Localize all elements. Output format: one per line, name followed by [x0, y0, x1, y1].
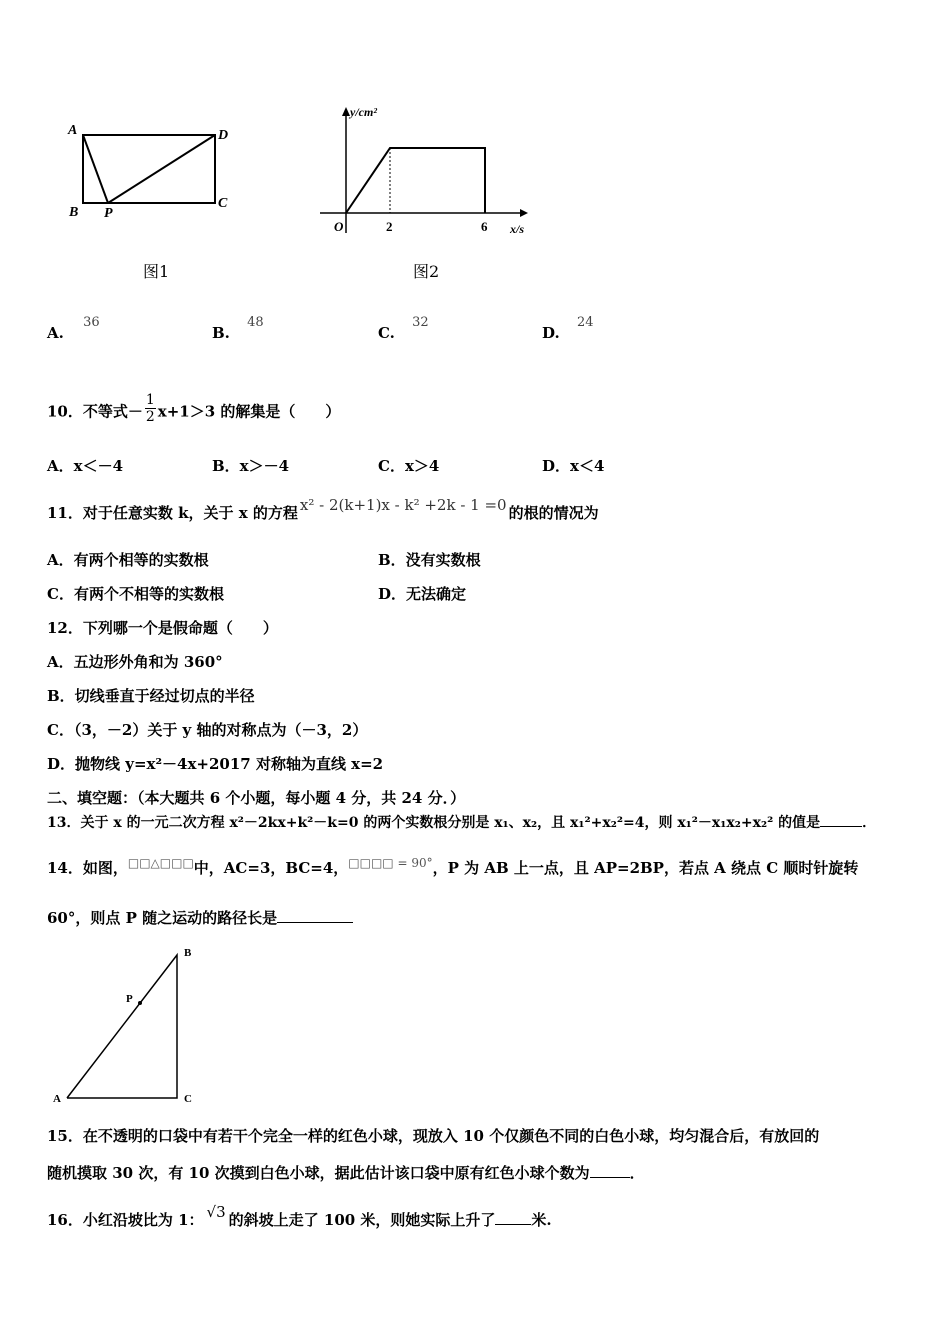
- q16-stem: [47, 1203, 552, 1230]
- q9-option-d-value: 24: [576, 315, 594, 330]
- tick-label-6: 6: [481, 219, 488, 234]
- q13-stem: 13．关于 x 的一元二次方程 x²－2kx+k²－k=0 的两个实数根分别是 x₁、x₂，且 x₁²+x₂²=4，则 x₁²－x₁x₂+x₂² 的值是 ．: [47, 815, 877, 831]
- label-b: B: [184, 947, 192, 959]
- y-axis-arrow: [342, 107, 350, 116]
- q9-option-b-letter: B.: [212, 324, 230, 342]
- q13-text: 13．关于 x 的一元二次方程 x²－2kx+k²－k=0 的两个实数根分别是 x₁、x₂，且 x₁²+x₂²=4，则 x₁²－x₁x₂+x₂² 的值是: [47, 815, 821, 831]
- segment-ap: [83, 135, 108, 203]
- q14-line2: 60°，则点 P 随之运动的路径长是: [47, 909, 278, 927]
- triangle-abc: [67, 955, 177, 1098]
- q10-option-d: D．x＜4: [542, 457, 605, 475]
- label-p: P: [126, 993, 133, 1005]
- q12-option-c: C．（3，－2）关于 y 轴的对称点为（－3，2）: [47, 721, 368, 739]
- section-2-heading: 二、填空题：（本大题共 6 个小题，每小题 4 分，共 24 分．）: [47, 789, 466, 807]
- q13-answer-blank[interactable]: [820, 826, 862, 827]
- tick-label-2: 2: [386, 219, 393, 234]
- q12-stem: 12．下列哪一个是假命题（ ）: [47, 619, 278, 637]
- q11-suffix: 的根的情况为: [508, 504, 599, 522]
- q10-option-c: C．x＞4: [378, 457, 440, 475]
- q10-option-a: A．x＜－4: [47, 457, 124, 475]
- label-a: A: [53, 1093, 61, 1105]
- x-axis-arrow: [520, 209, 528, 217]
- q9-option-b: [212, 315, 264, 342]
- q9-option-a: [47, 315, 100, 342]
- point-p: [138, 1001, 142, 1005]
- q11-option-c: C．有两个不相等的实数根: [47, 585, 224, 603]
- q10-stem: [47, 392, 341, 429]
- q14-stem-line1: [47, 857, 858, 878]
- q10-suffix: x+1＞3 的解集是（ ）: [157, 402, 341, 421]
- q14-prefix: 14．如图，: [47, 859, 128, 877]
- graph-line: [346, 148, 485, 213]
- label-a: A: [68, 123, 78, 138]
- q15-line2: 随机摸取 30 次，有 10 次摸到白色小球，据此估计该口袋中原有红色小球个数为: [47, 1164, 590, 1182]
- q15-answer-blank[interactable]: [590, 1177, 630, 1178]
- label-b: B: [69, 205, 79, 220]
- figure-2: [310, 98, 540, 240]
- q15-line1: 15．在不透明的口袋中有若干个完全一样的红色小球，现放入 10 个仅颜色不同的白色小球，均匀混合后，有放回的: [47, 1127, 820, 1145]
- q14-mid: 中，AC=3，BC=4，: [193, 859, 349, 877]
- q14-answer-blank[interactable]: [277, 922, 353, 923]
- q11-option-a: A．有两个相等的实数根: [47, 551, 209, 569]
- q12-option-d: D．抛物线 y=x²－4x+2017 对称轴为直线 x=2: [47, 755, 384, 773]
- q11-option-d: D．无法确定: [378, 585, 467, 603]
- q16-suffix: 的斜坡上走了 100 米，则她实际上升了: [228, 1211, 496, 1229]
- q14-stem-line2: [47, 907, 353, 928]
- q9-option-a-letter: A.: [47, 324, 64, 342]
- q10-prefix: 10．不等式－: [47, 402, 143, 421]
- q11-stem: [47, 496, 599, 523]
- q11-equation: x² - 2(k+1)x - k² +2k - 1 =0: [299, 496, 507, 514]
- q10-option-b: B．x＞－4: [212, 457, 290, 475]
- q14-rest: ，P 为 AB 上一点，且 AP=2BP，若点 A 绕点 C 顺时针旋转: [432, 859, 859, 877]
- label-c: C: [218, 196, 228, 211]
- q16-radical: √3: [206, 1203, 226, 1221]
- q16-prefix: 16．小红沿坡比为 1：: [47, 1211, 204, 1229]
- q9-option-c-value: 32: [412, 315, 429, 330]
- q11-prefix: 11．对于任意实数 k，关于 x 的方程: [47, 504, 298, 522]
- q16-unit: 米.: [531, 1211, 552, 1229]
- q14-glyph-triangle: □□△□□□: [127, 856, 194, 870]
- q12-option-a: A．五边形外角和为 360°: [47, 653, 223, 671]
- label-c: C: [184, 1093, 192, 1105]
- q10-fraction-denominator: 2: [145, 409, 155, 425]
- origin-label: O: [334, 219, 344, 234]
- label-p: P: [104, 206, 113, 221]
- segment-pd: [108, 135, 215, 203]
- q14-glyph-angle: □□□□ = 90°: [348, 856, 433, 870]
- q10-fraction: [145, 392, 156, 425]
- q10-fraction-numerator: 1: [145, 392, 155, 408]
- q16-answer-blank[interactable]: [495, 1224, 531, 1225]
- figure-1-caption: 图1: [143, 262, 170, 281]
- q9-option-b-value: 48: [247, 315, 264, 330]
- q11-option-b: B．没有实数根: [378, 551, 481, 569]
- x-axis-label: x/s: [510, 222, 525, 236]
- q12-option-b: B．切线垂直于经过切点的半径: [47, 687, 255, 705]
- q9-option-c-letter: C.: [378, 324, 395, 342]
- q15-line2-wrap: 随机摸取 30 次，有 10 次摸到白色小球，据此估计该口袋中原有红色小球个数为 ．: [47, 1164, 645, 1182]
- rectangle-abcd: [83, 135, 215, 203]
- y-axis-label: y/cm²: [350, 105, 377, 119]
- figure-3: [45, 940, 215, 1110]
- figure-1: [60, 118, 240, 228]
- q9-option-a-value: 36: [83, 315, 100, 330]
- q9-option-c: [378, 315, 429, 342]
- label-d: D: [218, 128, 229, 143]
- q9-option-d-letter: D.: [542, 324, 560, 342]
- figure-2-caption: 图2: [413, 262, 440, 281]
- q9-option-d: [542, 315, 594, 342]
